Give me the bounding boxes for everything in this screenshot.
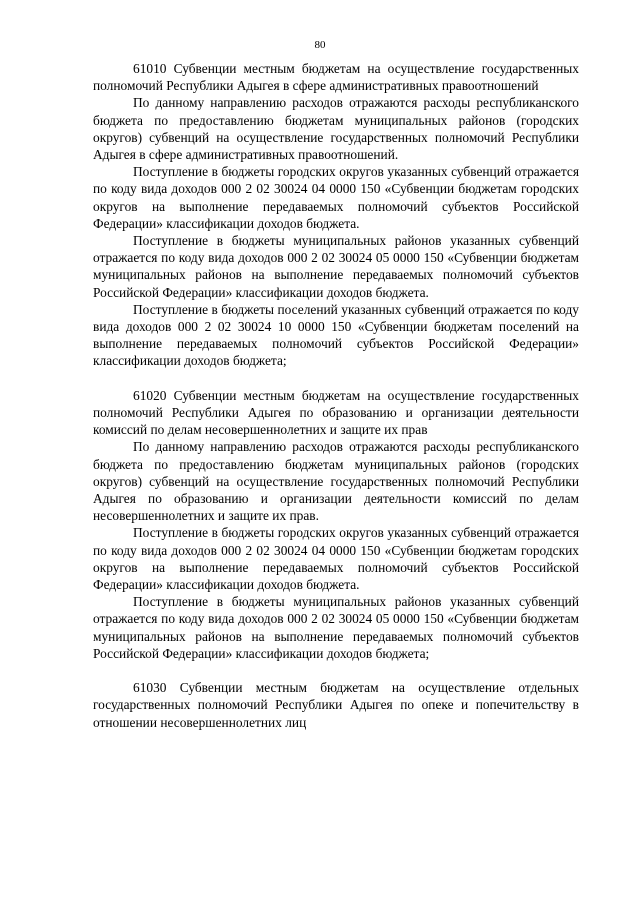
paragraph-61020-description: По данному направлению расходов отражаются расходы республиканского бюджета по предоставлению бюджетам муниципальных районов (городских округов) субвенций на осуществление государственных полномочий Республики Адыгея по образованию и организации деятельности комиссий по делам несовершеннолетних и защите их прав. xyxy=(93,439,579,524)
paragraph-61020-heading: 61020 Субвенции местным бюджетам на осуществление государственных полномочий Республики Адыгея по образованию и организации деятельности комиссий по делам несовершеннолетних и защите их прав xyxy=(93,387,579,438)
document-body xyxy=(93,60,579,731)
paragraph-61030-heading: 61030 Субвенции местным бюджетам на осуществление отдельных государственных полномочий Республики Адыгея по опеке и попечительству в отношении несовершеннолетних лиц xyxy=(93,680,579,730)
paragraph-61010-city-districts: Поступление в бюджеты городских округов указанных субвенций отражается по коду вида доходов 000 2 02 30024 04 0000 150 «Субвенции бюджетам городских округов на выполнение передаваемых полномочий субъектов Российской Федерации» классификации доходов бюджета. xyxy=(93,164,579,231)
paragraph-61010-heading: 61010 Субвенции местным бюджетам на осуществление государственных полномочий Республики Адыгея в сфере административных правоотношений xyxy=(93,61,579,94)
paragraph-61020-city-districts: Поступление в бюджеты городских округов указанных субвенций отражается по коду вида доходов 000 2 02 30024 04 0000 150 «Субвенции бюджетам городских округов на выполнение передаваемых полномочий субъектов Российской Федерации» классификации доходов бюджета. xyxy=(93,525,579,593)
paragraph-61010-description: По данному направлению расходов отражаются расходы республиканского бюджета по предоставлению бюджетам муниципальных районов (городских округов) субвенций на осуществление государственных полномочий Республики Адыгея в сфере административных правоотношений. xyxy=(93,95,579,163)
paragraph-61010-settlements: Поступление в бюджеты поселений указанных субвенций отражается по коду вида доходов 000 2 02 30024 10 0000 150 «Субвенции бюджетам поселений на выполнение передаваемых полномочий субъектов Российской Федерации» классификации доходов бюджета; xyxy=(93,301,579,369)
paragraph-61020-municipal-districts: Поступление в бюджеты муниципальных районов указанных субвенций отражается по коду вида доходов 000 2 02 30024 05 0000 150 «Субвенции бюджетам муниципальных районов на выполнение передаваемых полномочий субъектов Российской Федерации» классификации доходов бюджета; xyxy=(93,594,579,661)
paragraph-61010-municipal-districts: Поступление в бюджеты муниципальных районов указанных субвенций отражается по коду вида доходов 000 2 02 30024 05 0000 150 «Субвенции бюджетам муниципальных районов на выполнение передаваемых полномочий субъектов Российской Федерации» классификации доходов бюджета. xyxy=(93,233,579,300)
page-number: 80 xyxy=(314,39,326,51)
